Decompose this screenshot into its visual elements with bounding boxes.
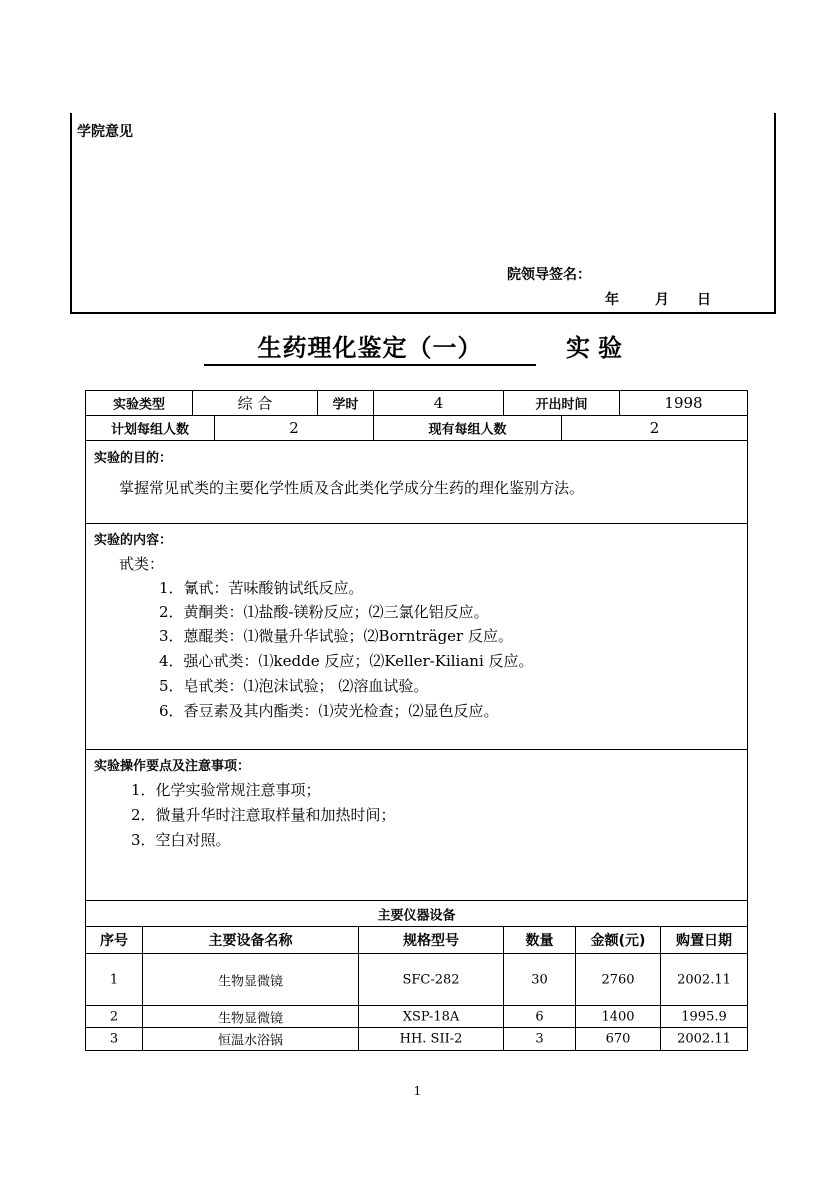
purpose-section	[85, 440, 748, 524]
table-row-quantity: 3	[503, 1027, 576, 1051]
open-time-label: 开出时间	[503, 390, 620, 416]
table-row-index: 1	[85, 953, 143, 1006]
page-title-suffix: 实验	[566, 334, 630, 362]
table-row-name: 生物显微镜	[142, 953, 359, 1006]
notes-item: 1．化学实验常规注意事项；	[131, 781, 321, 799]
table-row-model: XSP-18A	[358, 1005, 504, 1028]
hours-value: 4	[373, 390, 504, 416]
table-row-index: 2	[85, 1005, 143, 1028]
notes-item: 2．微量升华时注意取样量和加热时间；	[131, 806, 396, 824]
notes-heading: 实验操作要点及注意事项：	[94, 759, 251, 774]
table-row-quantity: 6	[503, 1005, 576, 1028]
table-row-name: 恒温水浴锅	[142, 1027, 359, 1051]
purpose-text: 掌握常见甙类的主要化学性质及含此类化学成分生药的理化鉴别方法。	[119, 479, 585, 497]
hours-label: 学时	[317, 390, 374, 416]
college-opinion-label: 学院意见	[77, 124, 133, 140]
col-header-model: 规格型号	[358, 926, 504, 954]
content-item: 3．蒽醌类：⑴微量升华试验；⑵Bornträger 反应。	[159, 627, 513, 645]
table-row-model: HH. SII-2	[358, 1027, 504, 1051]
col-header-index: 序号	[85, 926, 143, 954]
notes-section	[85, 749, 748, 901]
planned-group-size-label: 计划每组人数	[85, 415, 215, 441]
current-group-size-value: 2	[561, 415, 748, 441]
table-row-purchase-date: 1995.9	[660, 1005, 748, 1028]
college-opinion-box	[70, 113, 776, 314]
equipment-table-title: 主要仪器设备	[85, 900, 748, 927]
table-row-quantity: 30	[503, 953, 576, 1006]
date-day-label: 日	[697, 292, 711, 308]
table-row-purchase-date: 2002.11	[660, 953, 748, 1006]
content-section	[85, 523, 748, 750]
page-title: 生药理化鉴定（一）	[204, 328, 536, 366]
col-header-name: 主要设备名称	[142, 926, 359, 954]
table-row-amount: 2760	[575, 953, 661, 1006]
content-item: 6．香豆素及其内酯类：⑴荧光检查；⑵显色反应。	[159, 702, 499, 720]
date-year-label: 年	[605, 292, 619, 308]
content-item: 2．黄酮类：⑴盐酸-镁粉反应；⑵三氯化铝反应。	[159, 603, 489, 621]
notes-item: 3．空白对照。	[131, 831, 231, 849]
table-row-amount: 670	[575, 1027, 661, 1051]
col-header-quantity: 数量	[503, 926, 576, 954]
col-header-amount: 金额(元)	[575, 926, 661, 954]
date-month-label: 月	[655, 292, 669, 308]
table-row-model: SFC-282	[358, 953, 504, 1006]
content-item: 4．强心甙类：⑴kedde 反应；⑵Keller-Kiliani 反应。	[159, 652, 534, 670]
col-header-purchase-date: 购置日期	[660, 926, 748, 954]
table-row-name: 生物显微镜	[142, 1005, 359, 1028]
experiment-type-value: 综 合	[192, 390, 318, 416]
content-subheading: 甙类：	[119, 555, 165, 573]
open-time-value: 1998	[619, 390, 748, 416]
table-row-purchase-date: 2002.11	[660, 1027, 748, 1051]
current-group-size-label: 现有每组人数	[373, 415, 562, 441]
purpose-heading: 实验的目的：	[94, 451, 173, 466]
page-number: 1	[413, 1084, 422, 1098]
planned-group-size-value: 2	[214, 415, 374, 441]
leader-signature-label: 院领导签名：	[507, 267, 591, 283]
content-heading: 实验的内容：	[94, 533, 173, 548]
content-item: 5．皂甙类：⑴泡沫试验； ⑵溶血试验。	[159, 677, 429, 695]
table-row-index: 3	[85, 1027, 143, 1051]
content-item: 1．氰甙：苦味酸钠试纸反应。	[159, 579, 364, 597]
experiment-type-label: 实验类型	[85, 390, 193, 416]
table-row-amount: 1400	[575, 1005, 661, 1028]
